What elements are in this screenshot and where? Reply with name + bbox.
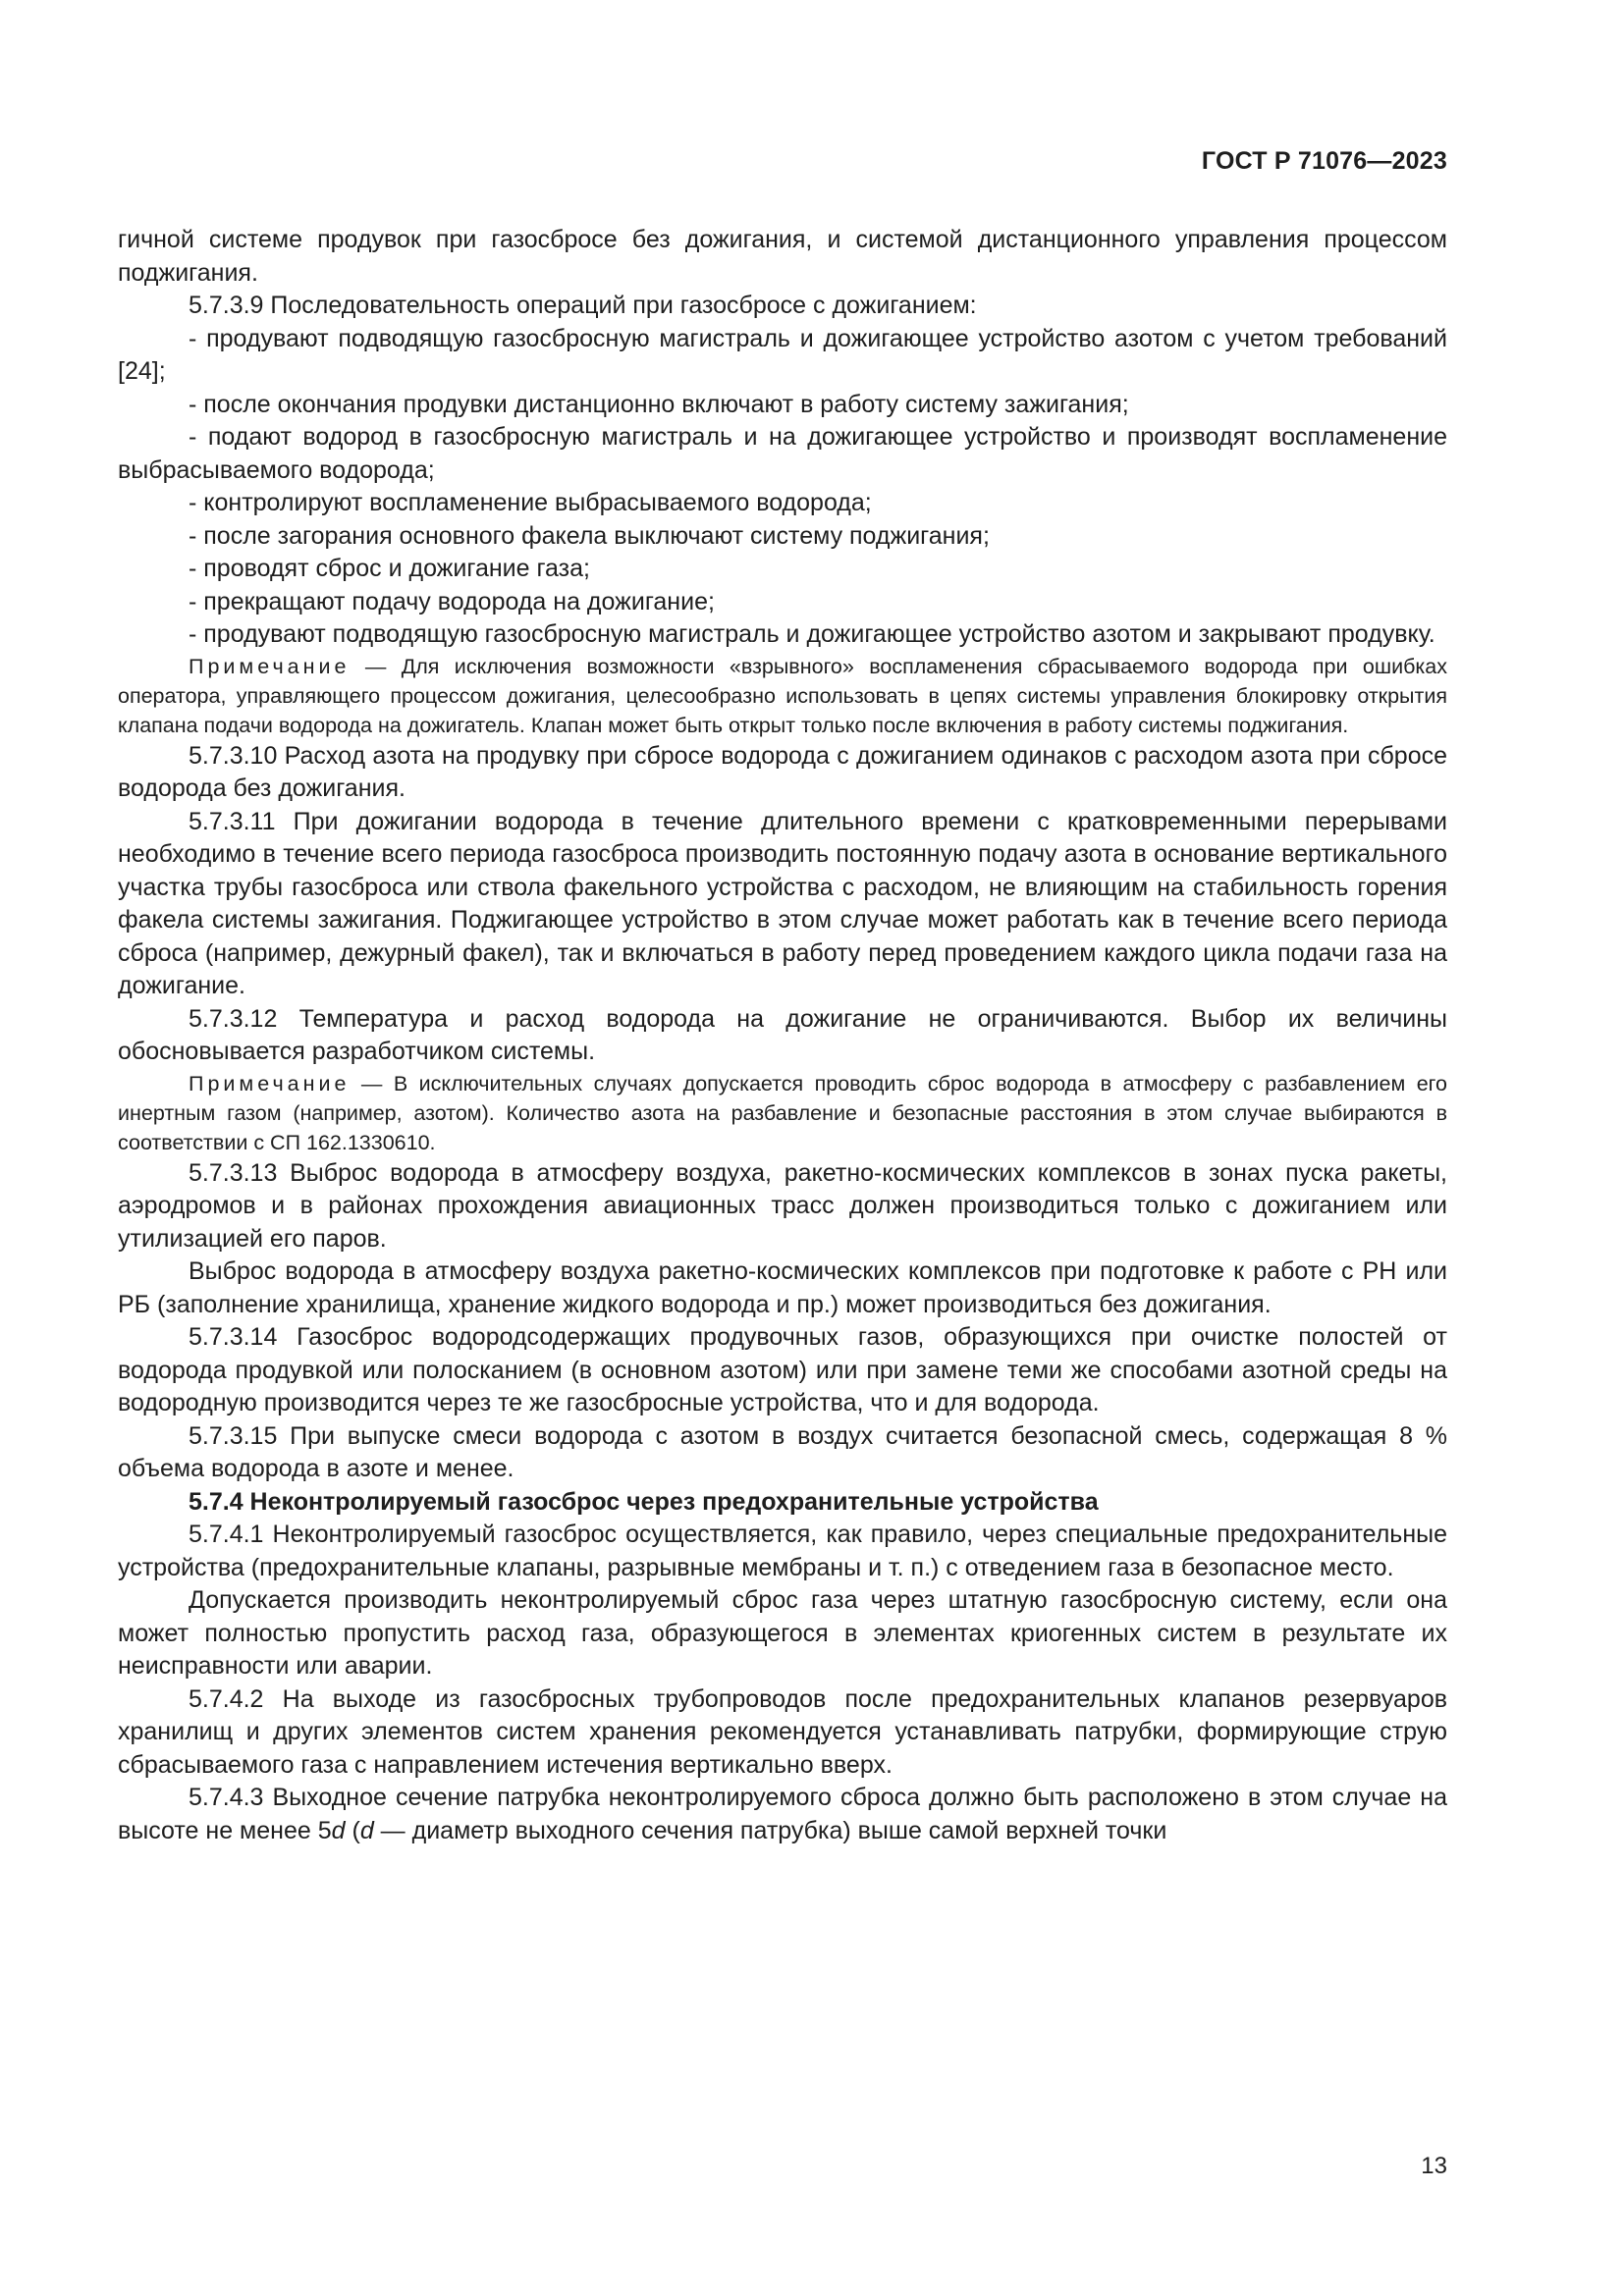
document-body xyxy=(118,224,1447,1847)
variable-d: d xyxy=(359,1816,374,1844)
paragraph: Выброс водорода в атмосферу воздуха ракетно-космических комплексов при подготовке к работе с РН или РБ (заполнение хранилища, хранение жидкого водорода и пр.) может производиться без дожигания. xyxy=(118,1257,1447,1318)
list-item: - подают водород в газосбросную магистраль и на дожигающее устройство и производят воспламенение выбрасываемого водорода; xyxy=(118,423,1447,484)
list-item: - продувают подводящую газосбросную магистраль и дожигающее устройство азотом с учетом требований [24]; xyxy=(118,324,1447,385)
list-item: - проводят сброс и дожигание газа; xyxy=(189,555,590,582)
note-2 xyxy=(118,1069,1447,1157)
clause-5-7-3-10: 5.7.3.10 Расход азота на продувку при сбросе водорода с дожиганием одинаков с расходом азота при сбросе водорода без дожигания. xyxy=(118,741,1447,802)
note-1 xyxy=(118,652,1447,740)
note-text: — Для исключения возможности «взрывного» воспламенения сбрасываемого водорода при ошибках оператора, управляющего процессом дожигания, целесообразно использовать в цепях системы управления блокировку открытия клапана подачи водорода на дожигатель. Клапан может быть открыт только после включения в работу системы поджигания. xyxy=(118,654,1447,737)
clause-5-7-3-15: 5.7.3.15 При выпуске смеси водорода с азотом в воздух считается безопасной смесь, содержащая 8 % объема водорода в азоте и менее. xyxy=(118,1421,1447,1482)
list-item: - продувают подводящую газосбросную магистраль и дожигающее устройство азотом и закрывают продувку. xyxy=(189,620,1435,648)
text-run: — диаметр выходного сечения патрубка) выше самой верхней точки xyxy=(373,1816,1167,1844)
clause-5-7-3-11: 5.7.3.11 При дожигании водорода в течение длительного времени с кратковременными перерывами необходимо в течение всего периода газосброса производить постоянную подачу азота в основание вертикального участка трубы газосброса или ствола факельного устройства с расходом, не влияющим на стабильность горения факела системы зажигания. Поджигающее устройство в этом случае может работать как в течение всего периода сброса (например, дежурный факел), так и включаться в работу перед проведением каждого цикла подачи газа на дожигание. xyxy=(118,807,1447,999)
clause-5-7-3-13: 5.7.3.13 Выброс водорода в атмосферу воздуха, ракетно-космических комплексов в зонах пуска ракеты, аэродромов и в районах прохождения авиационных трасс должен производиться только с дожиганием или утилизацией его паров. xyxy=(118,1158,1447,1253)
clause-5-7-3-12: 5.7.3.12 Температура и расход водорода на дожигание не ограничиваются. Выбор их величины обосновывается разработчиком системы. xyxy=(118,1004,1447,1065)
paragraph-continuation: гичной системе продувок при газосбросе без дожигания, и системой дистанционного управления процессом поджигания. xyxy=(118,226,1447,287)
paragraph: Допускается производить неконтролируемый сброс газа через штатную газосбросную систему, если она может полностью пропустить расход газа, образующегося в элементах криогенных систем в результате их неисправности или аварии. xyxy=(118,1586,1447,1680)
note-text: — В исключительных случаях допускается проводить сброс водорода в атмосферу с разбавлением его инертным газом (например, азотом). Количество азота на разбавление и безопасные расстояния в этом случае выбираются в соответствии с СП 162.1330610. xyxy=(118,1071,1447,1154)
list-item: - после загорания основного факела выключают систему поджигания; xyxy=(189,521,990,550)
section-heading-5-7-4: 5.7.4 Неконтролируемый газосброс через предохранительные устройства xyxy=(189,1487,1099,1516)
list-item: - прекращают подачу водорода на дожигание; xyxy=(189,587,715,615)
text-run: ( xyxy=(345,1816,360,1844)
note-label: Примечание xyxy=(189,1071,351,1095)
standard-id: ГОСТ Р 71076—2023 xyxy=(1201,147,1447,175)
text-run: 5.7.4.3 Выходное сечение патрубка неконтролируемого сброса должно быть расположено в этом случае на высоте не менее 5 xyxy=(118,1784,1447,1844)
clause-5-7-4-2: 5.7.4.2 На выходе из газосбросных трубопроводов после предохранительных клапанов резервуаров хранилищ и других элементов систем хранения рекомендуется устанавливать патрубки, формирующие струю сбрасываемого газа с направлением истечения вертикально вверх. xyxy=(118,1684,1447,1779)
clause-5-7-3-14: 5.7.3.14 Газосброс водородсодержащих продувочных газов, образующихся при очистке полостей от водорода продувкой или полосканием (в основном азотом) или при замене теми же способами азотной среды на водородную производится через те же газосбросные устройства, что и для водорода. xyxy=(118,1323,1447,1416)
variable-d: d xyxy=(331,1816,346,1844)
page-number: 13 xyxy=(1421,2153,1447,2179)
clause-5-7-4-3 xyxy=(118,1782,1447,1847)
clause-5-7-3-9: 5.7.3.9 Последовательность операций при газосбросе с дожиганием: xyxy=(189,292,977,319)
clause-5-7-4-1: 5.7.4.1 Неконтролируемый газосброс осуществляется, как правило, через специальные предохранительные устройства (предохранительные клапаны, разрывные мембраны и т. п.) с отведением газа в безопасное место. xyxy=(118,1521,1447,1581)
note-label: Примечание xyxy=(189,654,351,678)
list-item: - контролируют воспламенение выбрасываемого водорода; xyxy=(189,489,872,516)
list-item: - после окончания продувки дистанционно включают в работу систему зажигания; xyxy=(189,390,1129,418)
